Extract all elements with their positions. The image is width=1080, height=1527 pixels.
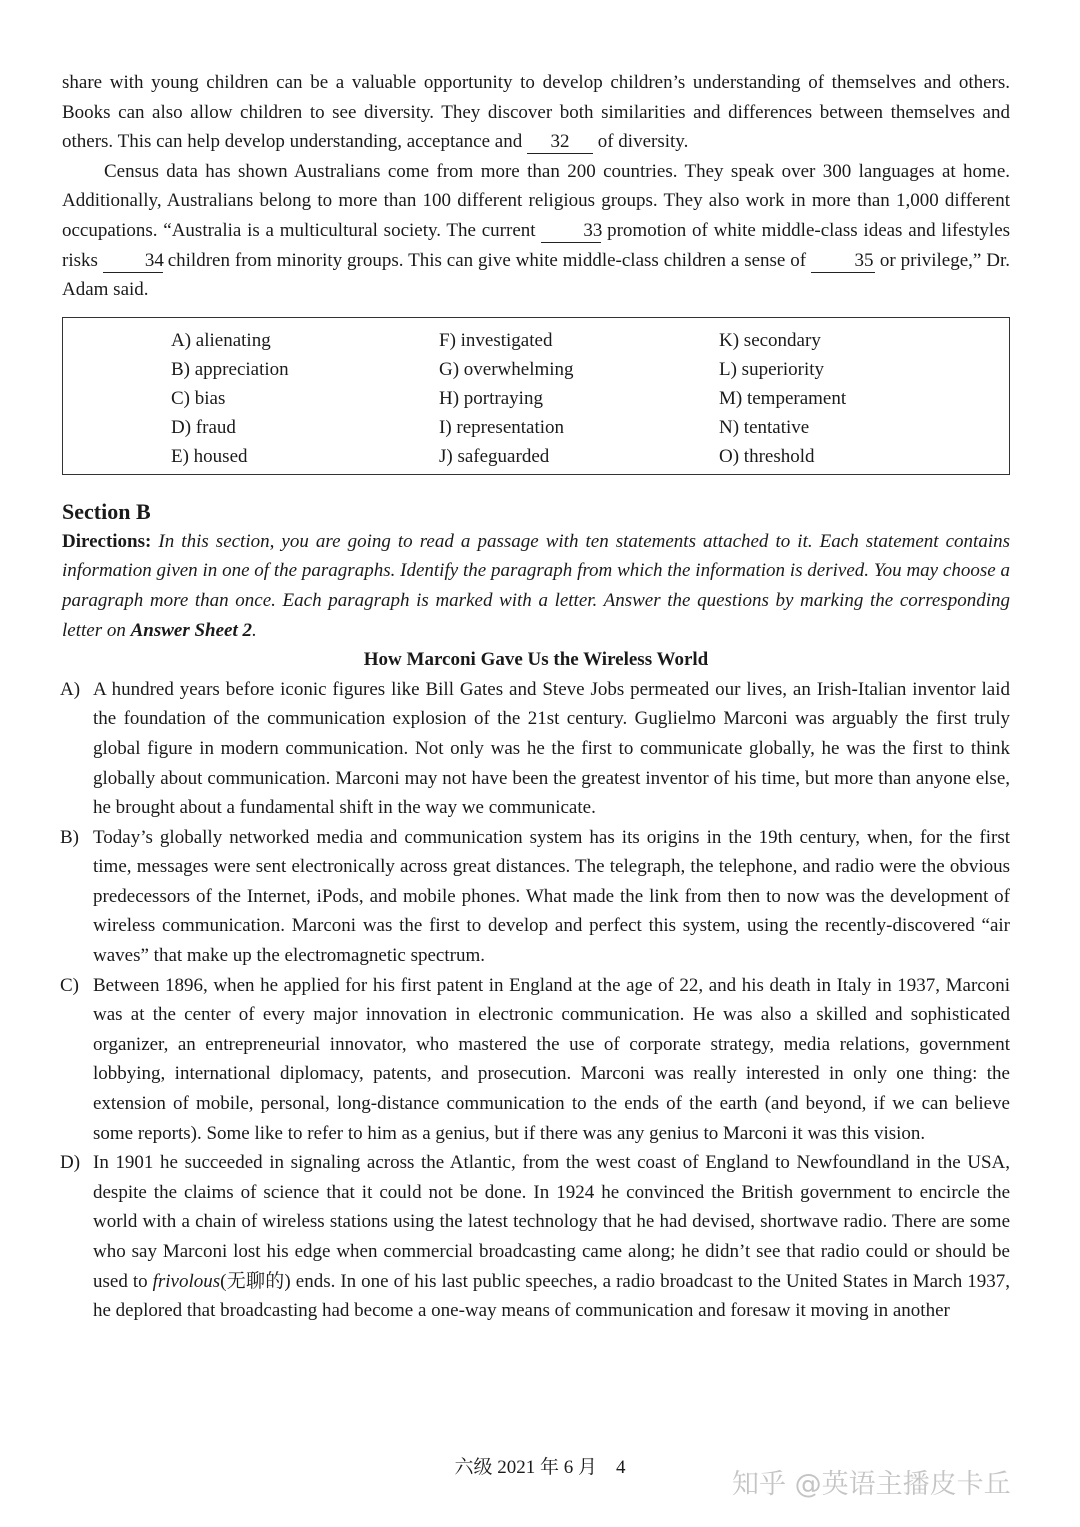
blank-33[interactable]: 33 <box>541 220 601 243</box>
word-option: H) portraying <box>439 387 543 409</box>
word-option: A) alienating <box>171 329 271 351</box>
passage-paragraph-d: D) In 1901 he succeeded in signaling across the Atlantic, from the west coast of England to Newfoundland in the USA, despite the claims of science that it could not be done. In 1924 he convinced the British government to encircle the world with a chain of wireless stations using the latest technology that he had devised, shortwave radio. There are some who say Marconi lost his edge when commercial broadcasting came along; he didn’t see that radio could or should be used to frivolous(无聊的) ends. In one of his last public speeches, a radio broadcast to the United States in March 1937, he deplored that broadcasting had become a one-way means of communication and foresaw it moving in another <box>62 1148 1010 1326</box>
word-option: K) secondary <box>719 329 821 351</box>
word-bank-column-2 <box>439 326 574 471</box>
blank-35[interactable]: 35 <box>811 250 875 273</box>
word-option: M) temperament <box>719 387 847 409</box>
section-a-paragraph-1: share with young children can be a valuable opportunity to develop children’s understanding of themselves and others. Books can also allow children to see diversity. They discover both similarities and differences between themselves and others. This can help develop understanding, acceptance and 32 of diversity. <box>62 72 1010 153</box>
word-option: N) tentative <box>719 416 810 438</box>
word-option: E) housed <box>171 445 248 467</box>
word-option: J) safeguarded <box>439 445 550 467</box>
page-body <box>62 68 1010 1326</box>
paragraph-letter: D) <box>60 1152 81 1174</box>
word-option: F) investigated <box>439 329 553 351</box>
paragraph-letter: A) <box>60 678 81 700</box>
exam-label: 六级 2021 年 6 月 <box>454 1457 597 1478</box>
blank-34[interactable]: 34 <box>103 250 163 273</box>
word-option: G) overwhelming <box>439 358 574 380</box>
word-option: L) superiority <box>719 358 825 380</box>
section-b-heading: Section B <box>62 498 151 524</box>
section-a-paragraph-2: Census data has shown Australians come from more than 200 countries. They speak over 300 languages at home. Additionally, Australians belong to more than 100 different religious groups. They also work in more than 1,000 different occupations. “Australia is a multicultural society. The current 33 promotion of white middle-class ideas and lifestyles risks 34 children from minority groups. This can give white middle-class children a sense of 35 or privilege,” Dr. Adam said. <box>62 160 1011 301</box>
page-number: 4 <box>616 1457 626 1478</box>
paragraph-letter: C) <box>60 974 79 996</box>
passage-title: How Marconi Gave Us the Wireless World <box>363 649 709 671</box>
chinese-gloss: (无聊的) <box>220 1270 291 1292</box>
word-option: C) bias <box>171 387 226 409</box>
word-option: B) appreciation <box>171 358 289 380</box>
paragraph-letter: B) <box>60 826 79 848</box>
word-option: I) representation <box>439 416 565 438</box>
italic-word: frivolous <box>152 1270 221 1292</box>
word-bank <box>62 317 1010 475</box>
passage-paragraph-b: B) Today’s globally networked media and communication system has its origins in the 19th century, when, for the first time, messages were sent electronically across great distances. The telegraph, the telephone, and radio were the obvious predecessors of the Internet, iPods, and mobile phones. What made the link from then to now was the development of wireless communication. Marconi was the first to develop and perfect this system, using the recently-discovered “air waves” that make up the electromagnetic spectrum. <box>62 823 1010 971</box>
section-b-directions: Directions: In this section, you are going to read a passage with ten statements attached to it. Each statement contains information given in one of the paragraphs. Identify the paragraph from which the information is derived. You may choose a paragraph more than once. Each paragraph is marked with a letter. Answer the questions by marking the corresponding letter on Answer Sheet 2. <box>62 530 1011 641</box>
blank-32[interactable]: 32 <box>527 131 593 154</box>
word-bank-column-1 <box>171 326 289 471</box>
word-option: D) fraud <box>171 416 236 438</box>
passage-paragraph-a: A) A hundred years before iconic figures like Bill Gates and Steve Jobs permeated our lives, an Irish-Italian inventor laid the foundation of the communication explosion of the 21st century. Guglielmo Marconi was arguably the first truly global figure in modern communication. Not only was he the first to communicate globally, he was the first to think globally about communication. Marconi may not have been the greatest inventor of his time, but more than anyone else, he brought about a fundamental shift in the way we communicate. <box>62 675 1010 823</box>
watermark: 知乎 @英语主播皮卡丘 <box>732 1469 1011 1500</box>
passage-paragraph-c: C) Between 1896, when he applied for his first patent in England at the age of 22, and his death in Italy in 1937, Marconi was at the center of every major innovation in electronic communication. He was also a skilled and sophisticated organizer, an entrepreneurial innovator, who mastered the use of corporate strategy, media relations, government lobbying, international diplomacy, patents, and prosecution. Marconi was really interested in only one thing: the extension of mobile, personal, long-distance communication to the ends of the earth (and beyond, if we can believe some reports). Some like to refer to him as a genius, but if there was any genius to Marconi it was this vision. <box>62 971 1010 1149</box>
word-option: O) threshold <box>719 445 815 467</box>
word-bank-column-3 <box>719 326 846 471</box>
